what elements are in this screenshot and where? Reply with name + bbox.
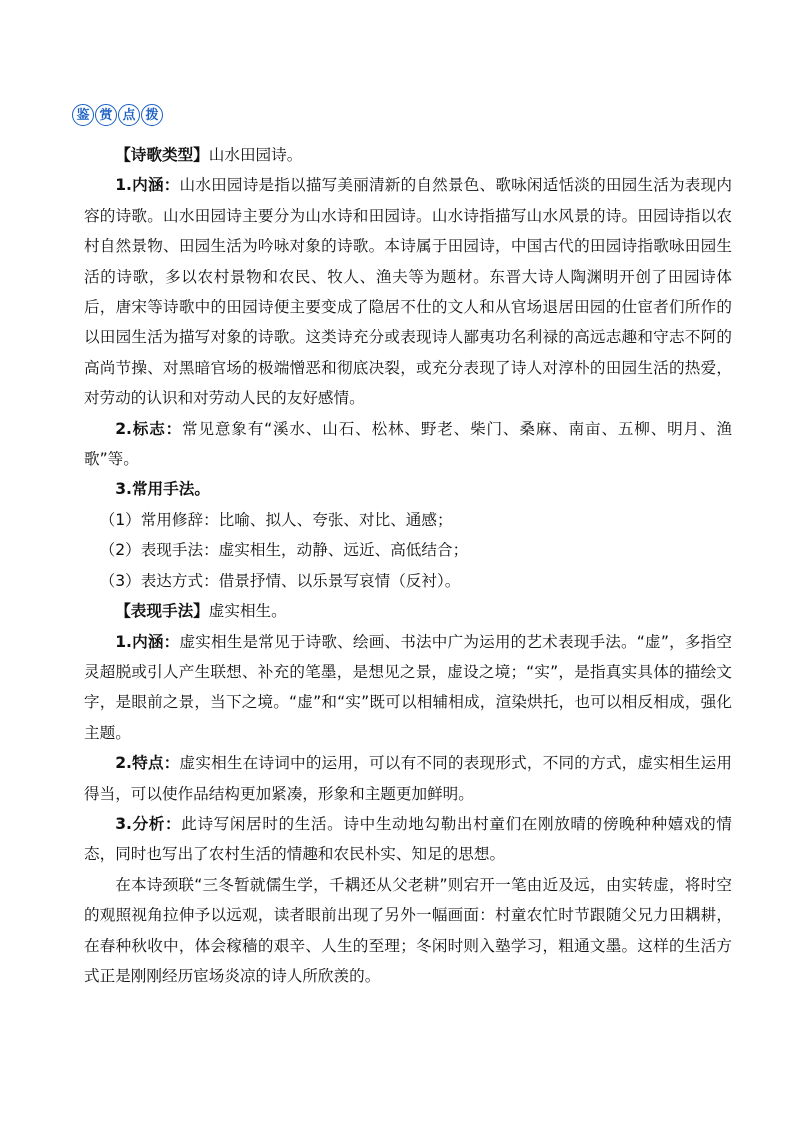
item-label: 1.内涵：: [115, 632, 180, 651]
features-paragraph: [84, 748, 732, 809]
badge-char: 赏: [95, 104, 117, 126]
heading-label: 【诗歌类型】: [115, 146, 209, 164]
badge-char: 点: [118, 104, 140, 126]
techniques-heading: [84, 474, 732, 504]
item-text: 虚实相生是常见于诗歌、绘画、书法中广为运用的艺术表现手法。“虚”，多指空灵超脱或引人产生联想、补充的笔墨，是想见之景，虚设之境；“实”，是指真实具体的描绘文字，是眼前之景，当下之境。“虚”和“实”既可以相辅相成，渲染烘托，也可以相反相成，强化主题。: [84, 632, 732, 742]
heading-text: 虚实相生。: [208, 602, 287, 621]
technique-narration: （3）表达方式：借景抒情、以乐景写哀情（反衬）。: [99, 571, 461, 590]
item-text: 常见意象有“溪水、山石、松林、野老、柴门、桑麻、南亩、五柳、明月、渔歌”等。: [84, 419, 732, 469]
badge-char: 拨: [141, 104, 163, 126]
item-text: 虚实相生在诗词中的运用，可以有不同的表现形式，不同的方式，虚实相生运用得当，可以使作品结构更加紧凑，形象和主题更加鲜明。: [84, 754, 732, 803]
definition-paragraph: [84, 627, 732, 749]
technique-rhetoric: （1）常用修辞：比喻、拟人、夸张、对比、通感；: [99, 510, 453, 529]
heading-text: 山水田园诗。: [208, 146, 303, 164]
item-label: 1.内涵：: [115, 176, 180, 195]
badge-char: 鉴: [72, 104, 94, 126]
heading-label: 【表现手法】: [115, 602, 209, 621]
item-label: 2.特点：: [115, 754, 180, 773]
technique-heading: [84, 596, 732, 626]
item-text: 山水田园诗是指以描写美丽清新的自然景色、歌咏闲适恬淡的田园生活为表现内容的诗歌。山水田园诗主要分为山水诗和田园诗。山水诗指描写山水风景的诗。田园诗指以农村自然景物、田园生活为吟咏对象的诗歌。本诗属于田园诗，中国古代的田园诗指歌咏田园生活的诗歌，多以农村景物和农民、牧人、渔夫等为题材。东晋大诗人陶渊明开创了田园诗体后，唐宋等诗歌中的田园诗便主要变成了隐居不仕的文人和从官场退居田园的仕宦者们所作的以田园生活为描写对象的诗歌。这类诗充分或表现诗人鄙夷功名利禄的高远志趣和守志不阿的高尚节操、对黑暗官场的极端憎恶和彻底决裂，或充分表现了诗人对淳朴的田园生活的热爱，对劳动的认识和对劳动人民的友好感情。: [84, 176, 732, 408]
markers-paragraph: [84, 414, 732, 475]
section-badge: [72, 104, 163, 126]
item-label: 3.常用手法。: [115, 480, 210, 499]
item-text: 此诗写闲居时的生活。诗中生动地勾勒出村童们在刚放晴的傍晚种种嬉戏的情态，同时也写出了农村生活的情趣和农民朴实、知足的思想。: [84, 814, 732, 864]
document-body: [84, 140, 732, 991]
item-label: 3.分析：: [115, 814, 182, 833]
analysis-paragraph: [84, 809, 732, 870]
technique-expression: （2）表现手法：虚实相生，动静、远近、高低结合；: [99, 541, 469, 560]
poem-type-heading: [84, 140, 732, 170]
analysis-continuation: 在本诗颈联“三冬暂就儒生学，千耦还从父老耕”则宕开一笔由近及远，由实转虚，将时空的观照视角拉伸予以远观，读者眼前出现了另外一幅画面：村童农忙时节跟随父兄力田耦耕，在春种秋收中，体会稼穑的艰辛、人生的至理；冬闲时则入塾学习，粗通文墨。这样的生活方式正是刚刚经历宦场炎凉的诗人所欣羡的。: [84, 875, 732, 985]
item-label: 2.标志：: [115, 419, 183, 438]
definition-paragraph: [84, 170, 732, 413]
